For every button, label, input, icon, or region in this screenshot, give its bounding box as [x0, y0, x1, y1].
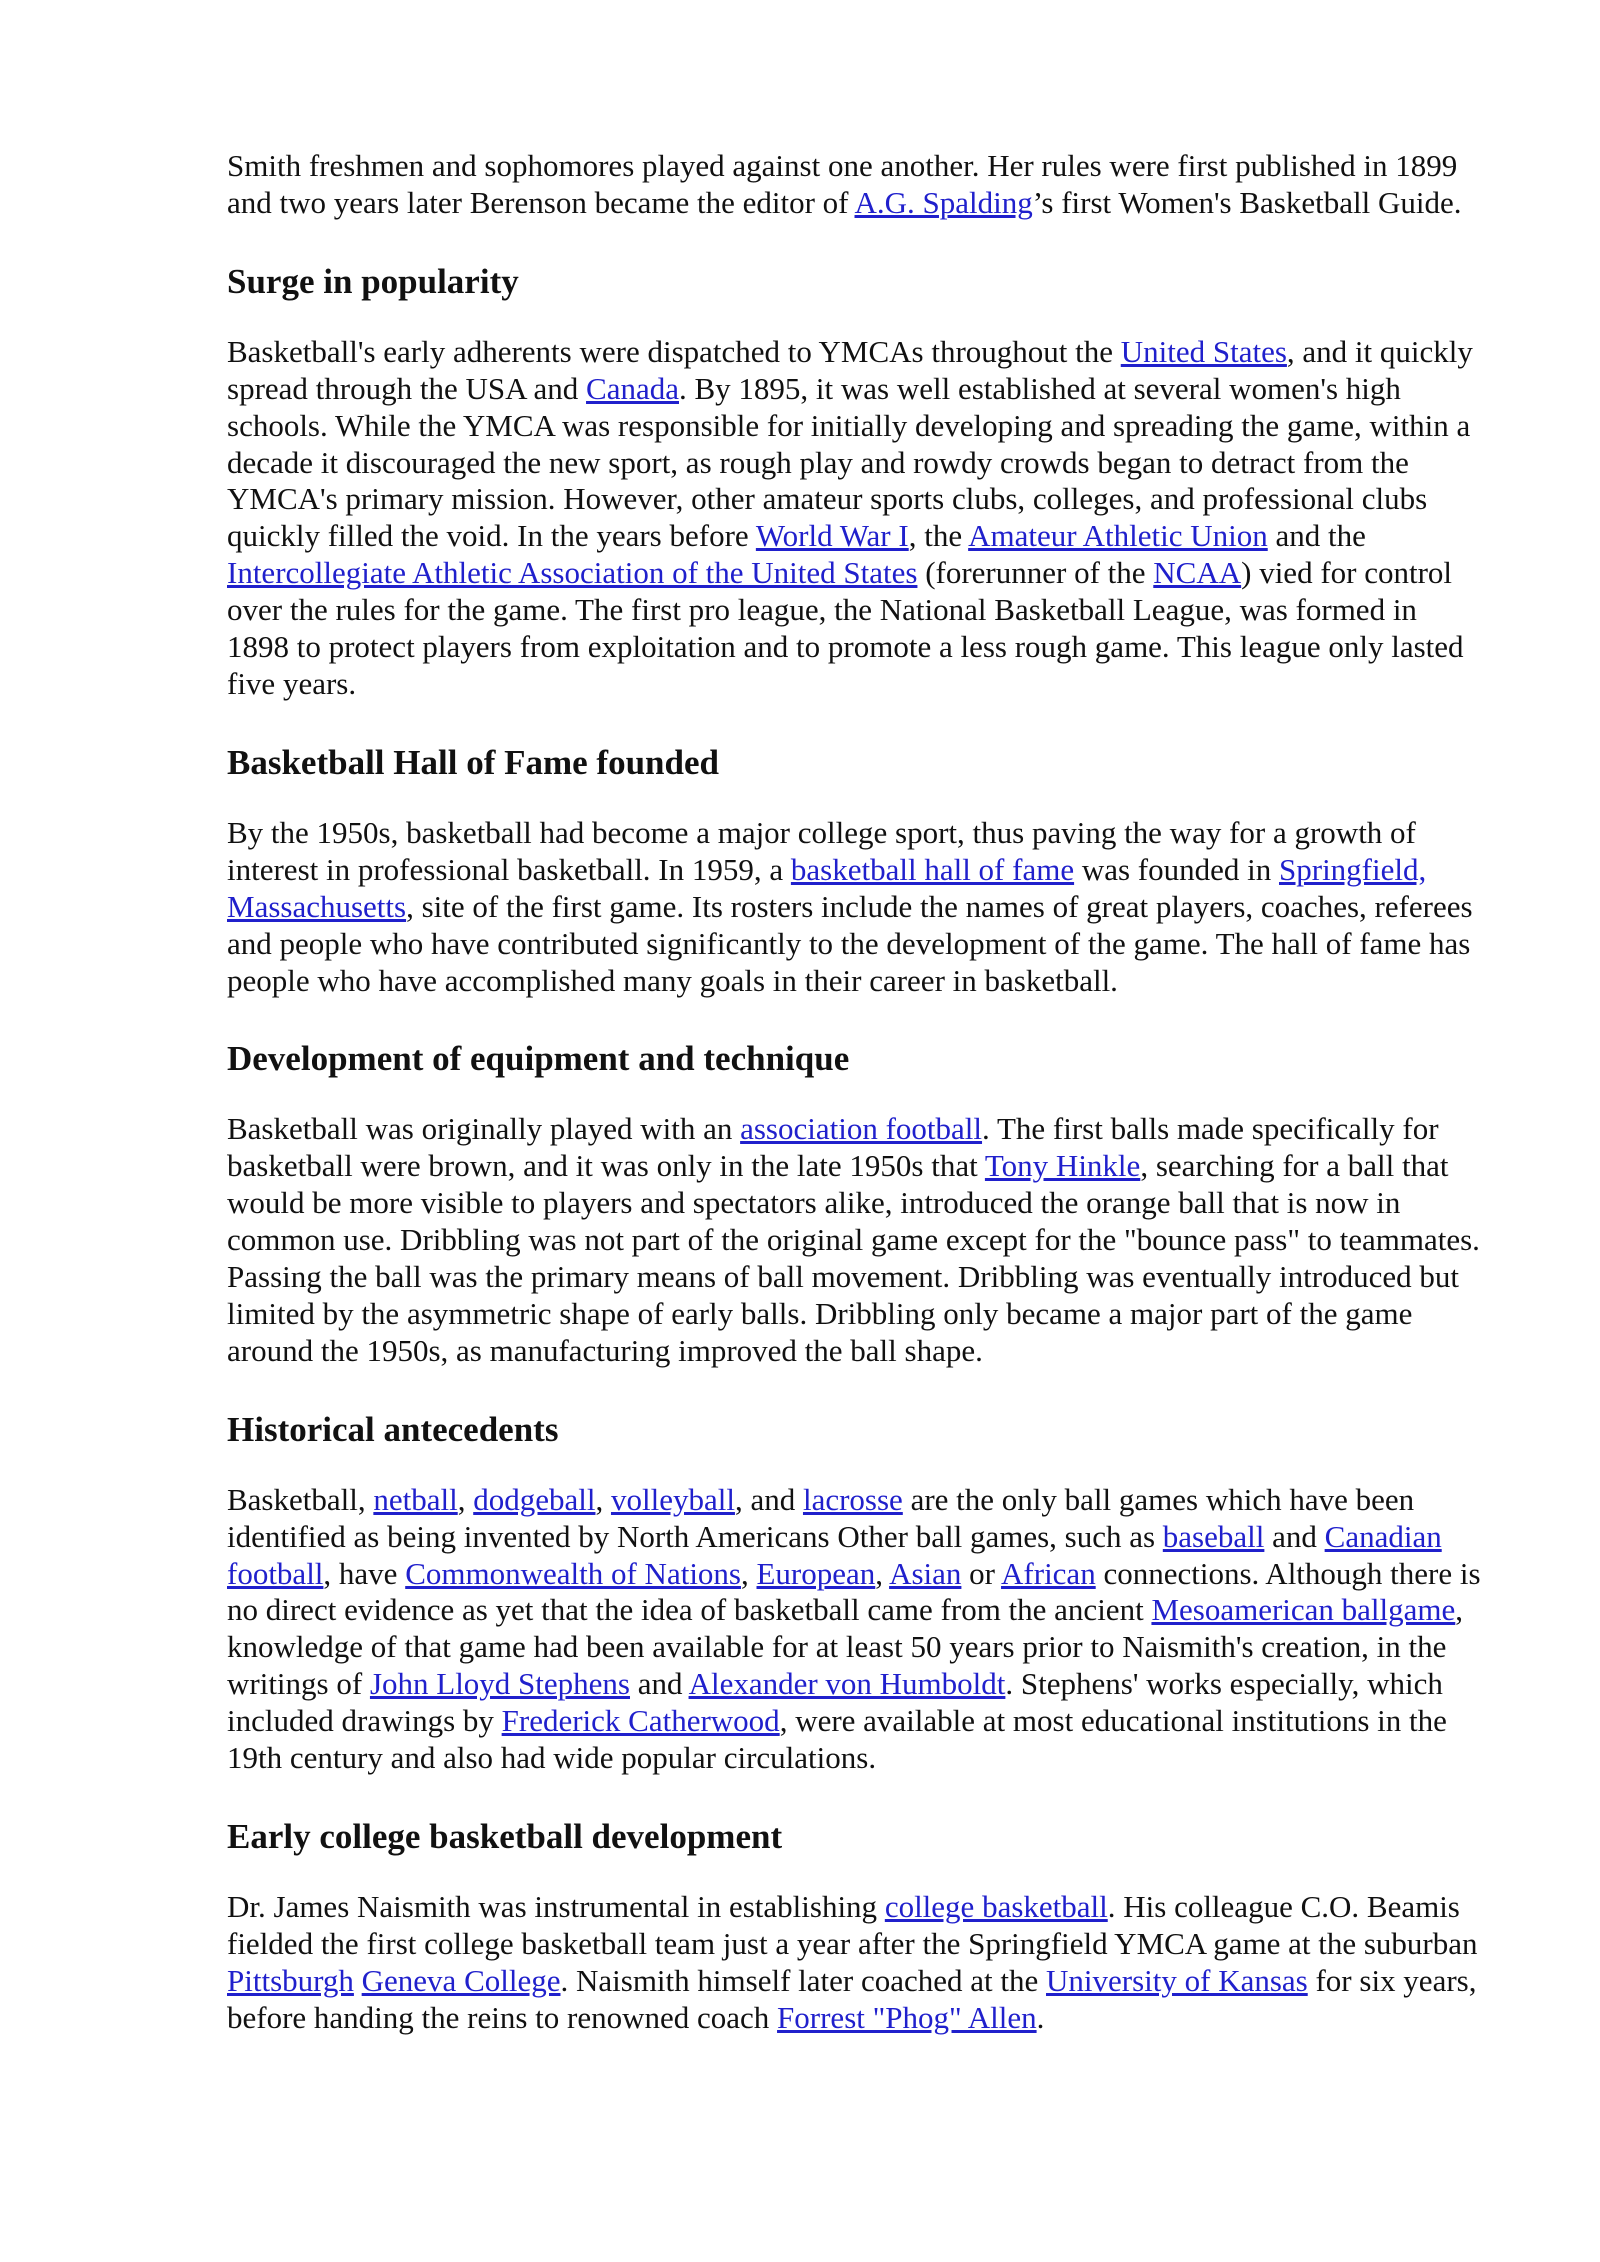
link-ncaa[interactable]: NCAA — [1153, 555, 1242, 591]
text-run: , — [741, 1555, 757, 1591]
text-run: Basketball's early adherents were dispatched to YMCAs throughout the — [227, 333, 1121, 369]
text-run: Smith freshmen and sophomores played against one another. Her rules were first published in 1899 and two years later Berenson became the editor of — [227, 148, 1458, 220]
text-run: . Naismith himself later coached at the — [560, 1962, 1046, 1998]
section-paragraph — [227, 148, 1483, 222]
text-run — [354, 1963, 362, 1998]
text-run: connections. Although there is no direct evidence as yet that the idea of basketball came from the ancient — [227, 1555, 1481, 1628]
text-run: ) vied for control over the rules for the game. The first pro league, the National Basketball League, was formed in 1898 to protect players from exploitation and to promote a less rough game. This league only lasted five years. — [227, 555, 1464, 701]
section-paragraph — [227, 815, 1483, 1000]
section-paragraph — [227, 334, 1483, 703]
text-run: , — [875, 1555, 890, 1591]
link-netball[interactable]: netball — [373, 1481, 458, 1517]
link-amateur-athletic-union[interactable]: Amateur Athletic Union — [968, 518, 1268, 554]
link-frederick-catherwood[interactable]: Frederick Catherwood — [501, 1703, 780, 1739]
link-geneva-college[interactable]: Geneva College — [361, 1962, 561, 1998]
section-heading-surge-in-popularity: Surge in popularity — [227, 261, 519, 301]
text-run: , were available at most educational institutions in the 19th century and also had wide popular circulations. — [227, 1703, 1447, 1776]
text-run: , — [595, 1481, 611, 1517]
link-alexander-von-humboldt[interactable]: Alexander von Humboldt — [688, 1666, 1006, 1702]
text-run: , site of the first game. Its rosters include the names of great players, coaches, referees and people who have contributed significantly to the development of the game. The hall of fame has people who have accomplished many goals in their career in basketball. — [227, 888, 1473, 998]
document-page — [227, 148, 1483, 2037]
text-run: , and it quickly spread through the USA and — [227, 333, 1473, 406]
text-run: . Stephens' works especially, which included drawings by — [227, 1666, 1443, 1739]
link-basketball-hall-of-fame[interactable]: basketball hall of fame — [790, 851, 1075, 887]
link-baseball[interactable]: baseball — [1162, 1518, 1265, 1554]
link-a-g-spalding[interactable]: A.G. Spalding — [854, 184, 1033, 220]
text-run: and — [1264, 1518, 1325, 1554]
link-world-war-i[interactable]: World War I — [755, 518, 909, 554]
text-run: . — [1036, 1999, 1045, 2035]
text-run: and — [630, 1666, 689, 1702]
text-run: Basketball was originally played with an — [227, 1111, 741, 1147]
text-run: , — [457, 1481, 474, 1517]
link-college-basketball[interactable]: college basketball — [884, 1889, 1108, 1924]
text-run: , have — [323, 1555, 406, 1591]
text-run: Basketball, — [227, 1481, 374, 1517]
text-run: are the only ball games which have been identified as being invented by North Americans Other ball games, such as — [227, 1481, 1415, 1554]
link-springfield-massachusetts[interactable]: Springfield, Massachusetts — [227, 851, 1427, 924]
section-heading-development-of-equipment-and-technique: Development of equipment and technique — [227, 1039, 850, 1079]
text-run: . The first balls made specifically for basketball were brown, and it was only in the late 1950s that — [227, 1111, 1439, 1184]
text-run: , the — [908, 518, 969, 554]
text-run: , and — [734, 1481, 803, 1517]
text-run: for six years, before handing the reins to renowned coach — [227, 1962, 1477, 2035]
link-united-states[interactable]: United States — [1120, 333, 1287, 369]
section-paragraph — [227, 1111, 1483, 1369]
text-run: . His colleague C.O. Beamis fielded the first college basketball team just a year after the Springfield YMCA game at the suburban — [227, 1889, 1478, 1961]
link-forrest-phog-allen[interactable]: Forrest "Phog" Allen — [777, 1999, 1037, 2035]
text-run: . By 1895, it was well established at several women's high schools. While the YMCA was responsible for initially developing and spreading the game, within a decade it discouraged the new sport, as rough play and rowdy crowds began to detract from the YMCA's primary mission. However, other amateur sports clubs, colleges, and professional clubs quickly filled the void. In the years before — [227, 370, 1471, 554]
link-university-of-kansas[interactable]: University of Kansas — [1046, 1962, 1308, 1998]
section-heading-early-college-basketball-development: Early college basketball development — [227, 1817, 783, 1856]
link-john-lloyd-stephens[interactable]: John Lloyd Stephens — [369, 1666, 630, 1702]
text-run: By the 1950s, basketball had become a major college sport, thus paving the way for a growth of interest in professional basketball. In 1959, a — [227, 814, 1416, 887]
text-run: or — [961, 1555, 1002, 1591]
section-paragraph — [227, 1889, 1483, 2037]
link-pittsburgh[interactable]: Pittsburgh — [227, 1962, 354, 1998]
text-run: Dr. James Naismith was instrumental in establishing — [227, 1889, 885, 1924]
section-heading-historical-antecedents: Historical antecedents — [227, 1409, 559, 1449]
link-canadian-football[interactable]: Canadian football — [227, 1518, 1442, 1591]
link-tony-hinkle[interactable]: Tony Hinkle — [984, 1148, 1141, 1184]
text-run: ’s first Women's Basketball Guide. — [1032, 184, 1462, 220]
text-run: , searching for a ball that would be more visible to players and spectators alike, introduced the orange ball that is now in common use. Dribbling was not part of the original game except for the "bounce pass" to teammates. Passing the ball was the primary means of ball movement. Dribbling was eventually introduced but limited by the asymmetric shape of early balls. Dribbling only became a major part of the game around the 1950s, as manufacturing improved the ball shape. — [227, 1148, 1480, 1368]
link-canada[interactable]: Canada — [586, 370, 679, 406]
section-heading-basketball-hall-of-fame-founded: Basketball Hall of Fame founded — [227, 742, 719, 782]
text-run: was founded in — [1074, 851, 1279, 887]
link-european[interactable]: European — [756, 1555, 876, 1591]
link-dodgeball[interactable]: dodgeball — [473, 1481, 596, 1517]
text-run: , knowledge of that game had been available for at least 50 years prior to Naismith's creation, in the writings of — [227, 1592, 1464, 1702]
link-mesoamerican-ballgame[interactable]: Mesoamerican ballgame — [1151, 1592, 1456, 1628]
link-commonwealth-of-nations[interactable]: Commonwealth of Nations — [405, 1555, 741, 1591]
link-association-football[interactable]: association football — [740, 1111, 983, 1147]
text-run: and the — [1267, 518, 1366, 554]
link-volleyball[interactable]: volleyball — [610, 1481, 735, 1517]
link-lacrosse[interactable]: lacrosse — [802, 1481, 903, 1517]
section-paragraph — [227, 1482, 1483, 1777]
link-asian[interactable]: Asian — [889, 1555, 962, 1591]
link-african[interactable]: African — [1001, 1555, 1096, 1591]
link-intercollegiate-athletic-association-of-the-united-states[interactable]: Intercollegiate Athletic Association of the United States — [227, 555, 918, 591]
text-run: (forerunner of the — [917, 555, 1154, 591]
